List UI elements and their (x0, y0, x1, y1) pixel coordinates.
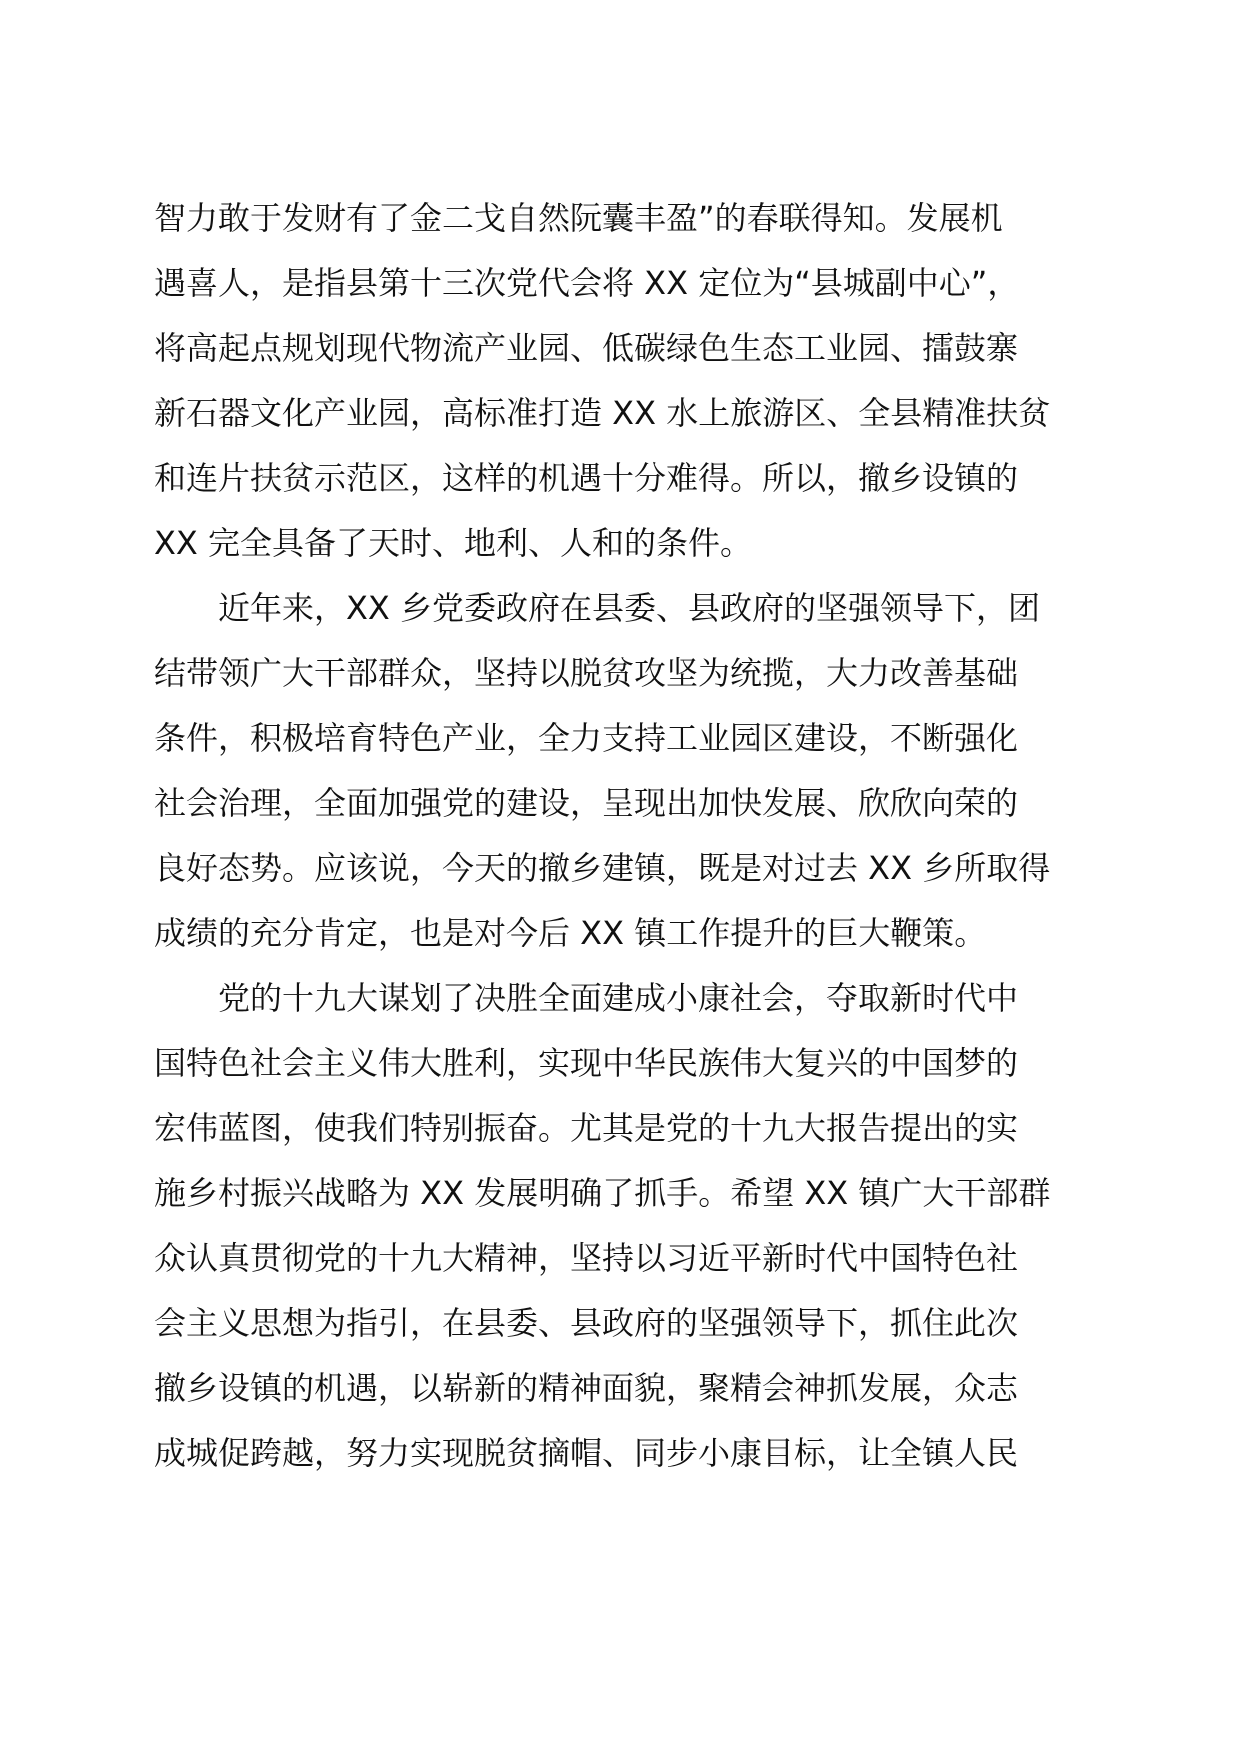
paragraph-continued: 智力敢于发财有了金二戈自然阮囊丰盈”的春联得知。发展机 遇喜人，是指县第十三次党代会将 XX 定位为“县城副中心”， 将高起点规划现代物流产业园、低碳绿色生态工业园、擂鼓寨 新石器文化产业园，高标准打造 XX 水上旅游区、全县精准扶贫 和连片扶贫示范区，这样的机遇十分难得。所以，撤乡设镇的 XX 完全具备了天时、地利、人和的条件。 (154, 199, 1051, 562)
paragraph-recent-years: 近年来，XX 乡党委政府在县委、县政府的坚强领导下，团 结带领广大干部群众，坚持以脱贫攻坚为统揽，大力改善基础 条件，积极培育特色产业，全力支持工业园区建设，不断强化 社会治理，全面加强党的建设，呈现出加快发展、欣欣向荣的 良好态势。应该说，今天的撤乡建镇，既是对过去 XX 乡所取得 成绩的充分肯定，也是对今后 XX 镇工作提升的巨大鞭策。 (154, 589, 1051, 952)
document-body (154, 186, 1086, 1486)
paragraph-nineteenth-congress: 党的十九大谋划了决胜全面建成小康社会，夺取新时代中 国特色社会主义伟大胜利，实现中华民族伟大复兴的中国梦的 宏伟蓝图，使我们特别振奋。尤其是党的十九大报告提出的实 施乡村振兴战略为 XX 发展明确了抓手。希望 XX 镇广大干部群 众认真贯彻党的十九大精神，坚持以习近平新时代中国特色社 会主义思想为指引，在县委、县政府的坚强领导下，抓住此次 撤乡设镇的机遇，以崭新的精神面貌，聚精会神抓发展，众志 成城促跨越，努力实现脱贫摘帽、同步小康目标，让全镇人民 (154, 979, 1051, 1472)
